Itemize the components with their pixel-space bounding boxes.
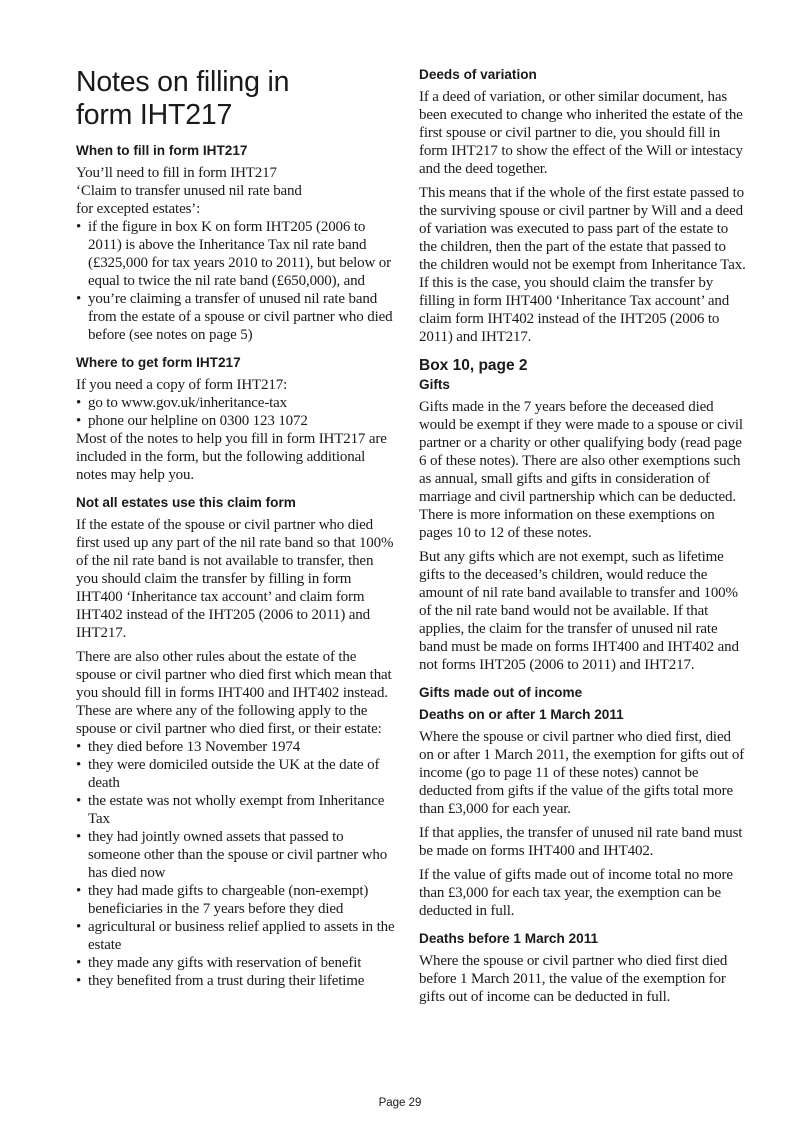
list-item: • they had made gifts to chargeable (non-exempt) beneficiaries in the 7 years before they died bbox=[76, 882, 398, 918]
right-column bbox=[419, 66, 747, 1012]
list-item: • they died before 13 November 1974 bbox=[76, 738, 398, 756]
where-outro: Most of the notes to help you fill in form IHT217 are included in the form, but the following additional notes may help you. bbox=[76, 431, 387, 483]
list-item: • they made any gifts with reservation of benefit bbox=[76, 954, 398, 972]
where-bullet-list bbox=[76, 394, 398, 430]
gifts-subheading: Gifts bbox=[419, 377, 450, 392]
box10-heading: Box 10, page 2 bbox=[419, 357, 528, 374]
when-heading: When to fill in form IHT217 bbox=[76, 143, 248, 158]
deaths-after-para-1: Where the spouse or civil partner who died first, died on or after 1 March 2011, the exemption for gifts out of income (go to page 11 of these notes) cannot be deducted from gifts if the value of the gifts total more than £3,000 for each year. bbox=[419, 729, 745, 817]
where-heading: Where to get form IHT217 bbox=[76, 355, 241, 370]
when-intro-line: ‘Claim to transfer unused nil rate band bbox=[76, 183, 302, 199]
not-all-para-1: If the estate of the spouse or civil partner who died first used up any part of the nil rate band so that 100% of the nil rate band is not available to transfer, then you should claim the transfer by filling in form IHT400 ‘Inheritance tax account’ and claim form IHT402 instead of the IHT205 (2006 to 2011) and IHT217. bbox=[76, 517, 394, 641]
deaths-after-para-2: If that applies, the transfer of unused nil rate band must be made on forms IHT400 and IHT402. bbox=[419, 825, 743, 859]
list-item: • they were domiciled outside the UK at the date of death bbox=[76, 756, 398, 792]
when-intro bbox=[76, 164, 398, 218]
deaths-before-heading: Deaths before 1 March 2011 bbox=[419, 931, 599, 946]
when-intro-line: for excepted estates’: bbox=[76, 201, 201, 217]
deeds-para-2: This means that if the whole of the first estate passed to the surviving spouse or civil partner by Will and a deed of variation was executed to pass part of the estate to the children, then the part of the estate that passed to the children would not be exempt from Inheritance Tax. If this is the case, you should claim the transfer by filling in form IHT400 ‘Inheritance Tax account’ and claim form IHT402 instead of the IHT205 (2006 to 2011) and IHT217. bbox=[419, 185, 746, 345]
list-item: • you’re claiming a transfer of unused nil rate band from the estate of a spouse or civil partner who died before (see notes on page 5) bbox=[76, 290, 398, 344]
list-item: • the estate was not wholly exempt from Inheritance Tax bbox=[76, 792, 398, 828]
page-number: Page 29 bbox=[378, 1097, 422, 1109]
list-item: • agricultural or business relief applied to assets in the estate bbox=[76, 918, 398, 954]
deaths-after-heading: Deaths on or after 1 March 2011 bbox=[419, 707, 624, 722]
deeds-heading: Deeds of variation bbox=[419, 67, 537, 82]
not-all-para-2: There are also other rules about the estate of the spouse or civil partner who died first which mean that you should fill in forms IHT400 and IHT402 instead. These are where any of the following apply to the spouse or civil partner who died first, or their estate: bbox=[76, 649, 392, 737]
list-item: • phone our helpline on 0300 123 1072 bbox=[76, 412, 398, 430]
where-intro: If you need a copy of form IHT217: bbox=[76, 377, 288, 393]
not-all-bullet-list bbox=[76, 738, 398, 990]
when-bullet-list bbox=[76, 218, 398, 344]
gifts-para-1: Gifts made in the 7 years before the deceased died would be exempt if they were made to a spouse or civil partner or a charity or other qualifying body (read page 6 of these notes). There are also other exemptions such as annual, small gifts and gifts in consideration of marriage and civil partnership which can be deducted. There is more information on these exemptions on pages 10 to 12 of these notes. bbox=[419, 399, 743, 541]
not-all-heading: Not all estates use this claim form bbox=[76, 495, 296, 510]
list-item: • they benefited from a trust during their lifetime bbox=[76, 972, 398, 990]
income-heading: Gifts made out of income bbox=[419, 685, 583, 700]
deeds-para-1: If a deed of variation, or other similar document, has been executed to change who inherited the estate of the first spouse or civil partner to die, you should fill in form IHT217 to show the effect of the Will or intestacy and the deed together. bbox=[419, 89, 743, 177]
deaths-after-para-3: If the value of gifts made out of income total no more than £3,000 for each tax year, the exemption can be deducted in full. bbox=[419, 867, 733, 919]
deaths-before-para: Where the spouse or civil partner who died first died before 1 March 2011, the value of the exemption for gifts out of income can be deducted in full. bbox=[419, 953, 728, 1005]
when-intro-line: You’ll need to fill in form IHT217 bbox=[76, 165, 277, 181]
page-title bbox=[76, 66, 398, 132]
list-item: • go to www.gov.uk/inheritance-tax bbox=[76, 394, 398, 412]
page-title-line-2: form IHT217 bbox=[76, 99, 233, 131]
gifts-para-2: But any gifts which are not exempt, such as lifetime gifts to the deceased’s children, would reduce the amount of nil rate band available to transfer and 100% of the nil rate band would not be available. If that applies, the claim for the transfer of unused nil rate band must be made on forms IHT400 and IHT402 and not forms IHT205 (2006 to 2011) and IHT217. bbox=[419, 549, 739, 673]
list-item: • they had jointly owned assets that passed to someone other than the spouse or civil partner who has died now bbox=[76, 828, 398, 882]
left-column bbox=[76, 66, 398, 996]
list-item: • if the figure in box K on form IHT205 (2006 to 2011) is above the Inheritance Tax nil rate band (£325,000 for tax years 2010 to 2011), but below or equal to twice the nil rate band (£650,000), and bbox=[76, 218, 398, 290]
page-title-line-1: Notes on filling in bbox=[76, 66, 290, 98]
